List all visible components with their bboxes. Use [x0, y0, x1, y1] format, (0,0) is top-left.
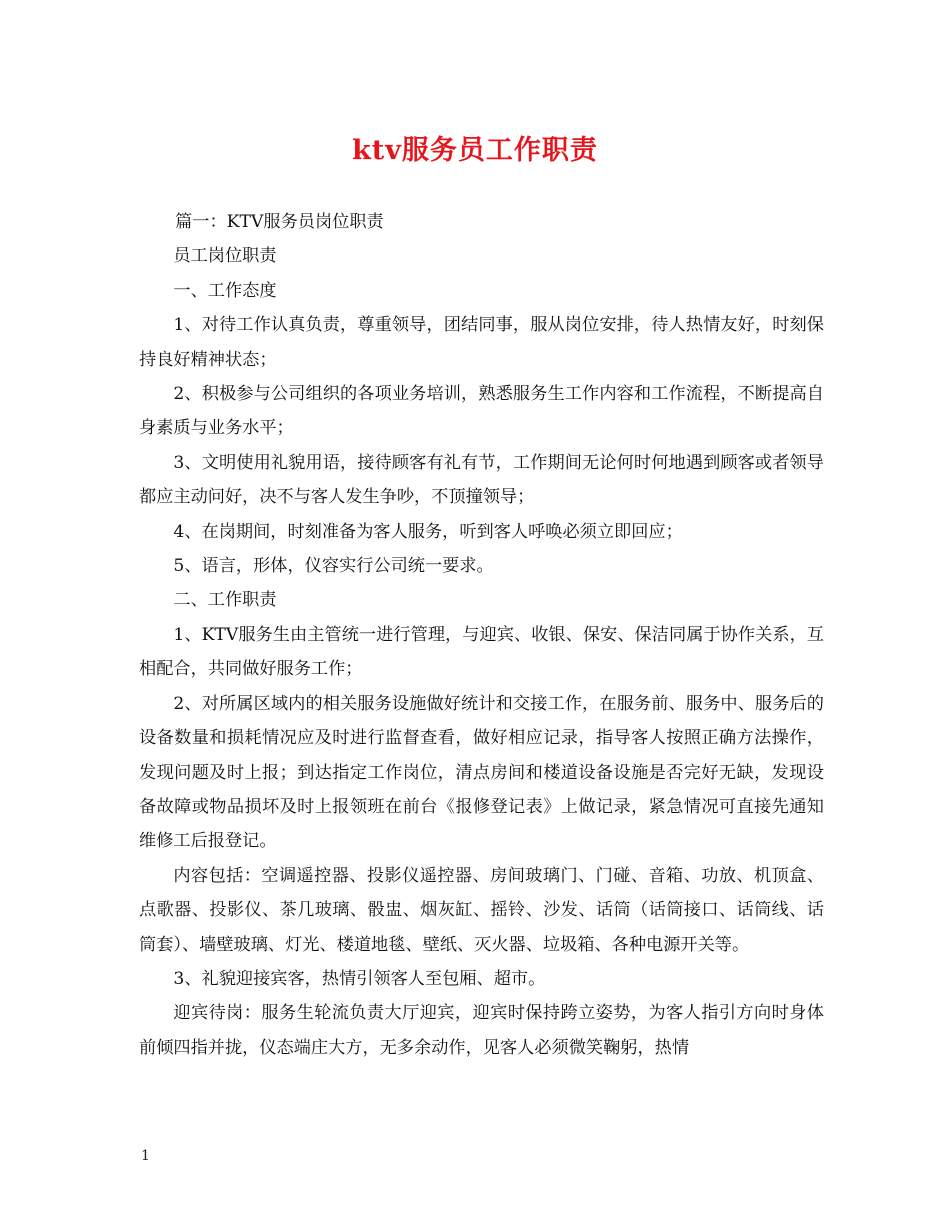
paragraph: 1、对待工作认真负责，尊重领导，团结同事，服从岗位安排，待人热情友好，时刻保持良好精神状态；: [139, 315, 824, 370]
paragraph: 3、文明使用礼貌用语，接待顾客有礼有节，工作期间无论何时何地遇到顾客或者领导都应主动问好，决不与客人发生争吵，不顶撞领导；: [139, 452, 824, 508]
paragraph: 2、积极参与公司组织的各项业务培训，熟悉服务生工作内容和工作流程，不断提高自身素质与业务水平；: [139, 384, 824, 439]
paragraph: 迎宾待岗：服务生轮流负责大厅迎宾，迎宾时保持跨立姿势，为客人指引方向时身体前倾四指并拢，仪态端庄大方，无多余动作，见客人必须微笑鞠躬，热情: [139, 1003, 824, 1058]
paragraph: 3、礼貌迎接宾客，热情引领客人至包厢、超市。: [173, 968, 546, 989]
section-heading: 一、工作态度: [173, 280, 277, 301]
paragraph: 5、语言，形体，仪容实行公司统一要求。: [173, 556, 494, 577]
section-heading: 二、工作职责: [173, 590, 277, 611]
page-number: 1: [141, 1148, 150, 1164]
document-title: ktv服务员工作职责: [352, 135, 598, 166]
paragraph: 2、对所属区域内的相关服务设施做好统计和交接工作，在服务前、服务中、服务后的设备数量和损耗情况应及时进行监督查看，做好相应记录，指导客人按照正确方法操作，发现问题及时上报；到达指定工作岗位，清点房间和楼道设备设施是否完好无缺，发现设备故障或物品损坏及时上报领班在前台《报修登记表》上做记录，紧急情况可直接先通知维修工后报登记。: [139, 693, 824, 852]
paragraph: 1、KTV服务生由主管统一进行管理，与迎宾、收银、保安、保洁同属于协作关系，互相配合，共同做好服务工作；: [139, 624, 824, 680]
paragraph: 4、在岗期间，时刻准备为客人服务，听到客人呼唤必须立即回应；: [173, 521, 683, 542]
document-body: [139, 205, 824, 1065]
paragraph: 内容包括：空调遥控器、投影仪遥控器、房间玻璃门、门碰、音箱、功放、机顶盒、点歌器、投影仪、茶几玻璃、骰盅、烟灰缸、摇铃、沙发、话筒（话筒接口、话筒线、话筒套）、墙壁玻璃、灯光、楼道地毯、壁纸、灭火器、垃圾箱、各种电源开关等。: [139, 865, 824, 955]
subheading: 员工岗位职责: [173, 246, 277, 267]
section-heading: 篇一：KTV服务员岗位职责: [175, 212, 384, 232]
